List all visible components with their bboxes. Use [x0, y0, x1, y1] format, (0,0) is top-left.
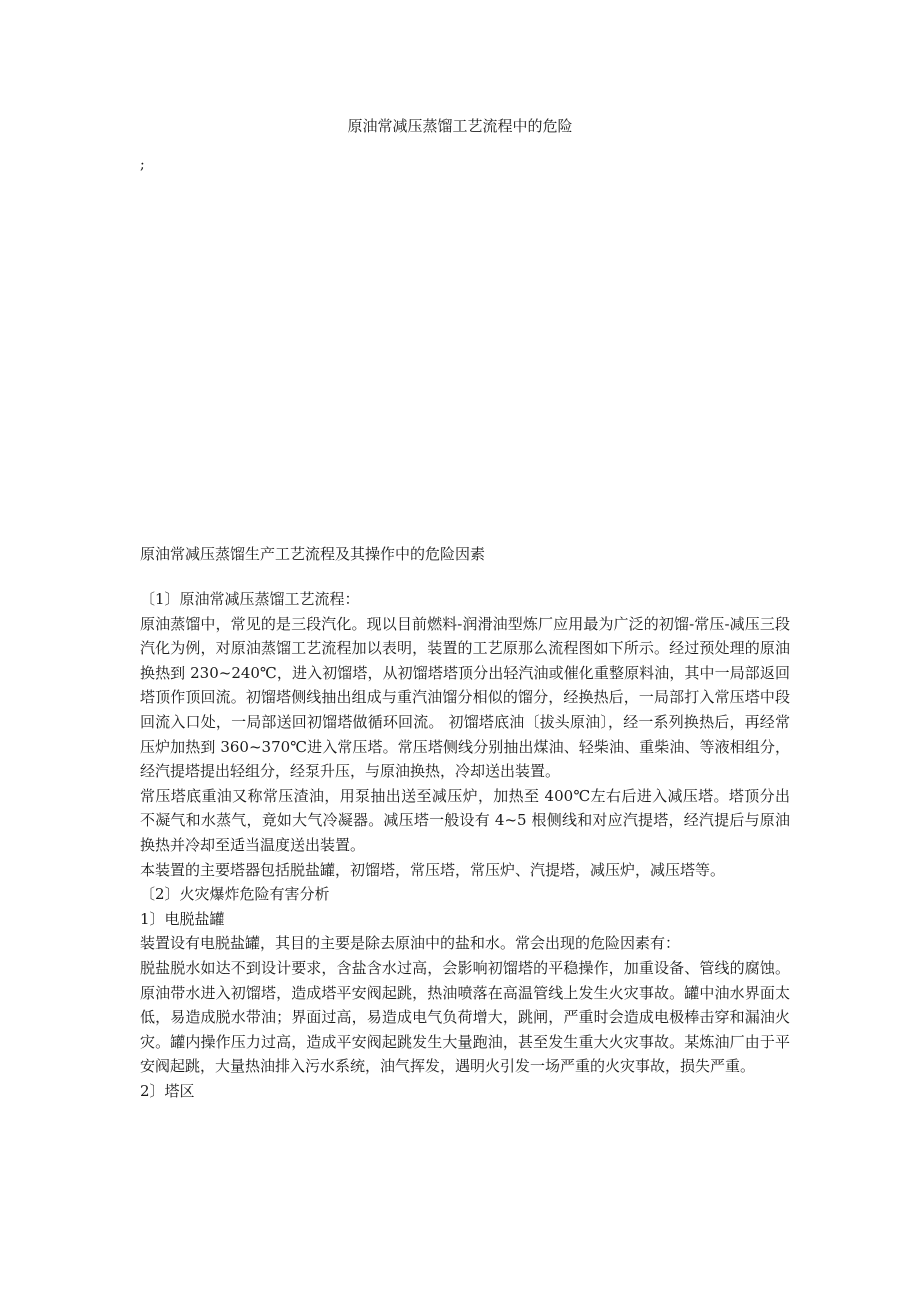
- document-title: 原油常减压蒸馏工艺流程中的危险: [347, 117, 573, 135]
- section-heading: 原油常减压蒸馏生产工艺流程及其操作中的危险因素: [140, 545, 486, 563]
- subsection-fire-hazard-heading: 〔2〕火灾爆炸危险有害分析: [140, 885, 330, 904]
- subsection-process-heading: 〔1〕原油常减压蒸馏工艺流程：: [140, 590, 360, 608]
- item-tower-area-heading: 2〕塔区: [140, 1081, 195, 1100]
- stray-semicolon: ;: [140, 157, 145, 173]
- paragraph-desalter-intro: 装置设有电脱盐罐，其目的主要是除去原油中的盐和水。常会出现的危险因素有：: [140, 934, 681, 953]
- paragraph-desalter-hazards: 脱盐脱水如达不到设计要求，含盐含水过高，会影响初馏塔的平稳操作，加重设备、管线的腐蚀。原油带水进入初馏塔，造成塔平安阀起跳，热油喷落在高温管线上发生火灾事故。罐中油水界面太低，易造成脱水带油；界面过高，易造成电气负荷增大，跳闸，严重时会造成电极棒击穿和漏油火灾。罐内操作压力过高，造成平安阀起跳发生大量跑油，甚至发生重大火灾事故。某炼油厂由于平安阀起跳，大量热油排入污水系统，油气挥发，遇明火引发一场严重的火灾事故，损失严重。: [140, 958, 790, 1076]
- paragraph-process-description: 原油蒸馏中，常见的是三段汽化。现以目前燃料-润滑油型炼厂应用最为广泛的初馏-常压-减压三段汽化为例，对原油蒸馏工艺流程加以表明，装置的工艺原那么流程图如下所示。经过预处理的原油换热到 230~240℃，进入初馏塔，从初馏塔塔顶分出轻汽油或催化重整原料油，其中一局部返回塔顶作顶回流。初馏塔侧线抽出组成与重汽油馏分相似的馏分，经换热后，一局部打入常压塔中段回流入口处，一局部送回初馏塔做循环回流。 初馏塔底油〔拔头原油〕，经一系列换热后，再经常压炉加热到 360~370℃进入常压塔。常压塔侧线分别抽出煤油、轻柴油、重柴油、等液相组分，经汽提塔提出轻组分，经泵升压，与原油换热，冷却送出装置。: [140, 614, 790, 781]
- paragraph-equipment-list: 本装置的主要塔器包括脱盐罐，初馏塔，常压塔，常压炉、汽提塔，减压炉，减压塔等。: [140, 860, 726, 879]
- paragraph-vacuum-tower: 常压塔底重油又称常压渣油，用泵抽出送至减压炉，加热至 400℃左右后进入减压塔。塔顶分出不凝气和水蒸气，竟如大气冷凝器。减压塔一般设有 4~5 根侧线和对应汽提塔，经汽提后与原油换热并冷却至适当温度送出装置。: [140, 786, 790, 854]
- document-body: [140, 543, 790, 1103]
- item-desalter-heading: 1〕电脱盐罐: [140, 909, 225, 928]
